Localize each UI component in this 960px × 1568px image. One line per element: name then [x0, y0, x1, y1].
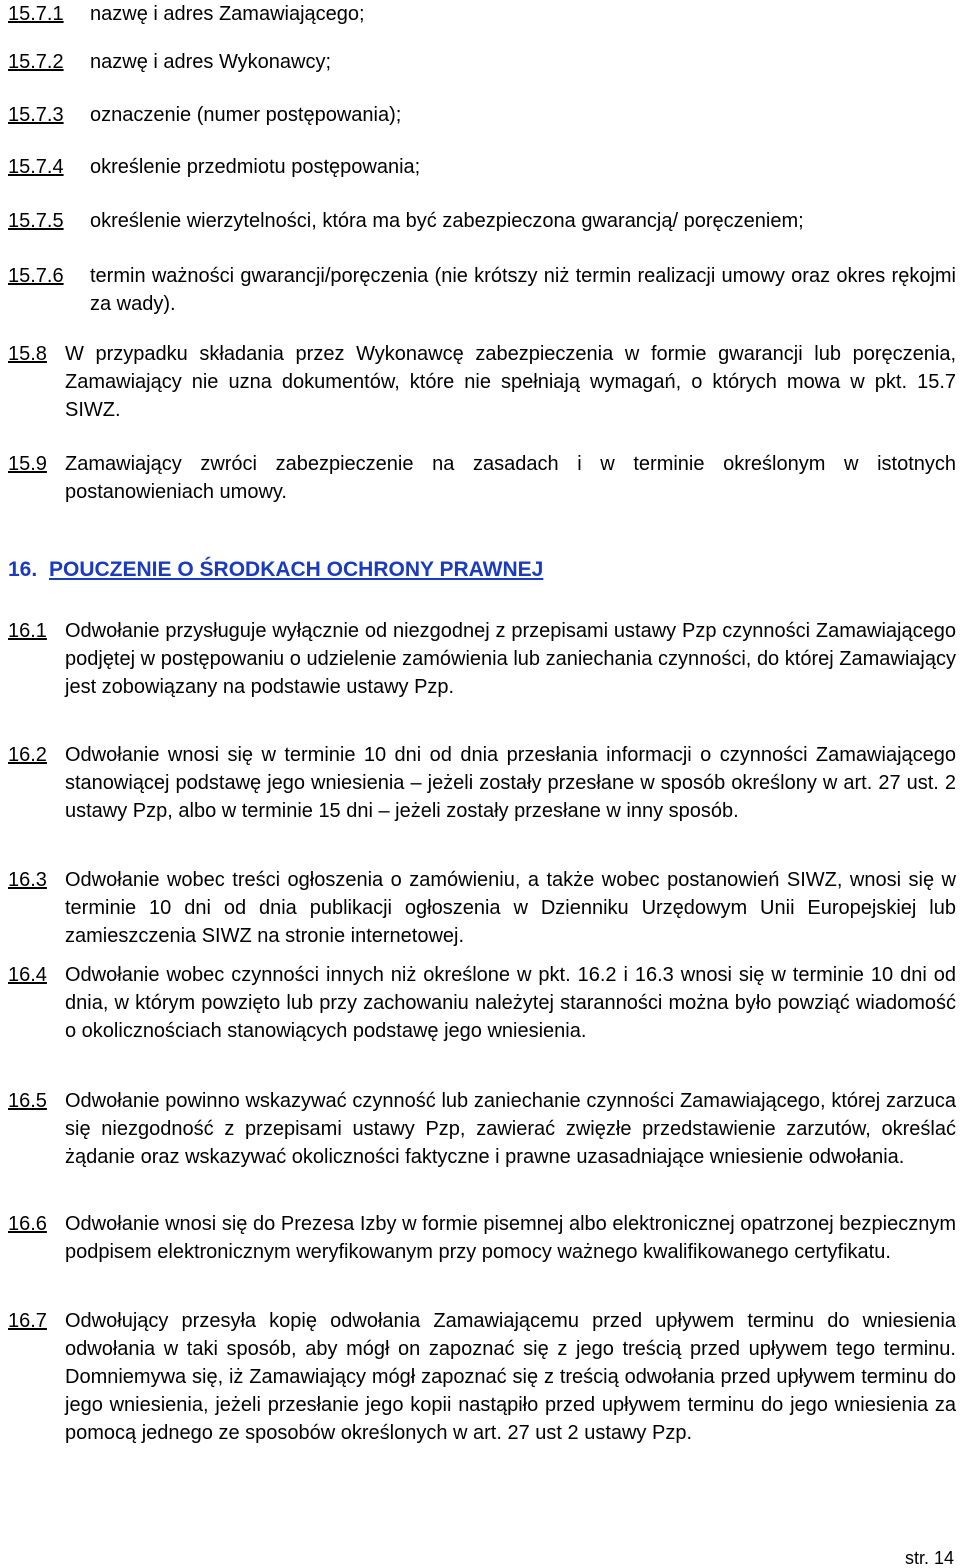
heading-number: 16.: [8, 558, 38, 581]
item-text: nazwę i adres Wykonawcy;: [90, 51, 332, 73]
item-text: oznaczenie (numer postępowania);: [90, 104, 402, 126]
item-number: 15.7.3: [8, 104, 64, 126]
item-number: 16.3: [8, 869, 47, 891]
item-text: Odwołanie powinno wskazywać czynność lub zaniechanie czynności Zamawiającego, której zarzuca się niezgodność z przepisami ustawy Pzp, zawierać zwięzłe przedstawienie zarzutów, określać żądanie oraz wskazywać okoliczności faktyczne i prawne uzasadniające wniesienie odwołania.: [65, 1090, 956, 1168]
list-item-15-7-2: [8, 48, 956, 76]
item-number: 15.7.6: [8, 265, 64, 287]
item-text: Zamawiający zwróci zabezpieczenie na zasadach i w terminie określonym w istotnych postanowieniach umowy.: [65, 453, 956, 503]
item-number: 15.7.5: [8, 210, 64, 232]
item-number: 15.8: [8, 343, 47, 365]
item-number: 16.6: [8, 1213, 47, 1235]
list-item-16-6: [8, 1210, 956, 1266]
item-text: W przypadku składania przez Wykonawcę zabezpieczenia w formie gwarancji lub poręczenia, Zamawiający nie uzna dokumentów, które nie spełniają wymagań, o których mowa w pkt. 15.7 SIWZ.: [65, 343, 956, 421]
list-item-16-1: [8, 617, 956, 701]
item-text: Odwołanie wobec treści ogłoszenia o zamówieniu, a także wobec postanowień SIWZ, wnosi się w terminie 10 dni od dnia publikacji ogłoszenia w Dzienniku Urzędowym Unii Europejskiej lub zamieszczenia SIWZ na stronie internetowej.: [65, 869, 956, 947]
item-text: określenie przedmiotu postępowania;: [90, 156, 421, 178]
list-item-16-5: [8, 1087, 956, 1171]
list-item-15-7-4: [8, 153, 956, 181]
item-text: Odwołanie wobec czynności innych niż określone w pkt. 16.2 i 16.3 wnosi się w terminie 10 dni od dnia, w którym powzięto lub przy zachowaniu należytej staranności można było powziąć wiadomość o okolicznościach stanowiących podstawę jego wniesienia.: [65, 964, 956, 1042]
item-number: 16.4: [8, 964, 47, 986]
item-number: 15.7.4: [8, 156, 64, 178]
list-item-16-3: [8, 866, 956, 950]
list-item-16-2: [8, 741, 956, 825]
item-text: Odwołanie wnosi się w terminie 10 dni od dnia przesłania informacji o czynności Zamawiającego stanowiącej podstawę jego wniesienia – jeżeli zostały przesłane w sposób określony w art. 27 ust. 2 ustawy Pzp, albo w terminie 15 dni – jeżeli zostały przesłane w inny sposób.: [65, 744, 956, 822]
list-item-15-7-3: [8, 101, 956, 129]
section-heading-16: [8, 556, 543, 584]
item-text: termin ważności gwarancji/poręczenia (nie krótszy niż termin realizacji umowy oraz okres rękojmi za wady).: [90, 265, 956, 315]
item-text: Odwołanie wnosi się do Prezesa Izby w formie pisemnej albo elektronicznej opatrzonej bezpiecznym podpisem elektronicznym weryfikowanym przy pomocy ważnego kwalifikowanego certyfikatu.: [65, 1213, 956, 1263]
item-text: Odwołujący przesyła kopię odwołania Zamawiającemu przed upływem terminu do wniesienia odwołania w taki sposób, aby mógł on zapoznać się z jego treścią przed upływem tego terminu. Domniemywa się, iż Zamawiający mógł zapoznać się z treścią odwołania przed upływem terminu do jego wniesienia, jeżeli przesłanie jego kopii nastąpiło przed upływem terminu do jego wniesienia za pomocą jednego ze sposobów określonych w art. 27 ust 2 ustawy Pzp.: [65, 1310, 956, 1444]
item-number: 16.7: [8, 1310, 47, 1332]
heading-title: POUCZENIE O ŚRODKACH OCHRONY PRAWNEJ: [49, 558, 544, 581]
list-item-15-7-1: [8, 0, 956, 28]
item-number: 16.2: [8, 744, 47, 766]
list-item-15-7-5: [8, 207, 956, 235]
list-item-15-9: [8, 450, 956, 506]
item-text: określenie wierzytelności, która ma być zabezpieczona gwarancją/ poręczeniem;: [90, 210, 804, 232]
list-item-16-4: [8, 961, 956, 1045]
page-number: str. 14: [904, 1548, 954, 1568]
item-number: 15.7.1: [8, 3, 64, 25]
item-text: nazwę i adres Zamawiającego;: [90, 3, 365, 25]
list-item-15-8: [8, 340, 956, 424]
item-number: 16.5: [8, 1090, 47, 1112]
list-item-16-7: [8, 1307, 956, 1447]
item-text: Odwołanie przysługuje wyłącznie od niezgodnej z przepisami ustawy Pzp czynności Zamawiającego podjętej w postępowaniu o udzielenie zamówienia lub zaniechania czynności, do której Zamawiający jest zobowiązany na podstawie ustawy Pzp.: [65, 620, 956, 698]
list-item-15-7-6: [8, 262, 956, 318]
item-number: 15.7.2: [8, 51, 64, 73]
item-number: 16.1: [8, 620, 47, 642]
item-number: 15.9: [8, 453, 47, 475]
